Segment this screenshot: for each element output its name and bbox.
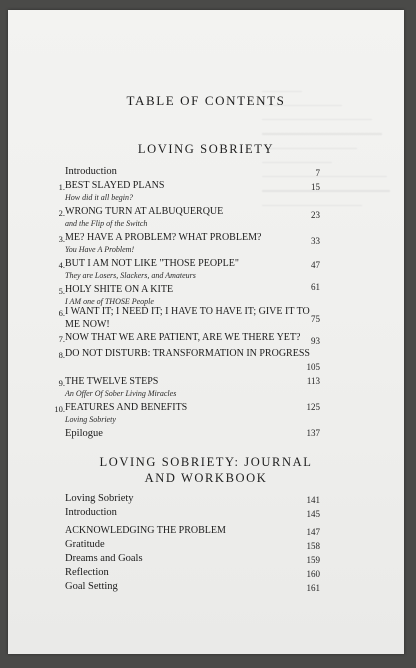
part1-title: LOVING SOBRIETY [137,142,275,156]
page-number: 147 [306,527,320,537]
chapter-title: I WANT IT; I NEED IT; I HAVE TO HAVE IT; GIVE IT TO ME NOW! [65,306,310,330]
page-number: 113 [306,376,320,386]
page-number: 105 [306,362,320,372]
chapter-title: FEATURES AND BENEFITS [65,402,188,413]
chapter-title: THE TWELVE STEPS [65,376,159,387]
chapter-subtitle: They are Losers, Slackers, and Amateurs [65,271,196,280]
page-number: 61 [311,282,320,292]
part2-title [8,454,404,486]
page-number: 137 [306,428,320,438]
chapter-number: 6. [58,308,65,318]
section-title: Reflection [65,567,109,578]
page-number: 141 [306,495,320,505]
section-title: Dreams and Goals [65,553,143,564]
page-number: 23 [311,210,320,220]
page-number: 158 [306,541,320,551]
section-title: ACKNOWLEDGING THE PROBLEM [65,525,226,536]
section-title: Loving Sobriety [65,493,134,504]
part2-title-line1: LOVING SOBRIETY: JOURNAL [99,455,313,469]
chapter-number: 2. [58,208,65,218]
part2-title-line2: AND WORKBOOK [144,471,268,485]
chapter-title: DO NOT DISTURB: TRANSFORMATION IN PROGRESS [65,348,310,359]
chapter-title: Introduction [65,166,117,177]
page-number: 7 [315,168,320,178]
chapter-subtitle: How did it all begin? [65,193,133,202]
chapter-title: ME? HAVE A PROBLEM? WHAT PROBLEM? [65,232,262,243]
chapter-title: NOW THAT WE ARE PATIENT, ARE WE THERE YET? [65,332,301,343]
book-page [8,10,404,654]
page-number: 145 [306,509,320,519]
page-number: 93 [311,336,320,346]
page-number: 159 [306,555,320,565]
section-title: Gratitude [65,539,105,550]
section-title: Goal Setting [65,581,118,592]
section-title: Introduction [65,507,117,518]
chapter-number: 8. [58,350,65,360]
chapter-title: Epilogue [65,428,103,439]
chapter-subtitle: I AM one of THOSE People [65,297,154,306]
page-number: 33 [311,236,320,246]
chapter-title: BEST SLAYED PLANS [65,180,165,191]
page-number: 47 [311,260,320,270]
page-number: 15 [311,182,320,192]
page-number: 125 [306,402,320,412]
page-number: 160 [306,569,320,579]
page-number: 161 [306,583,320,593]
chapter-title: WRONG TURN AT ALBUQUERQUE [65,206,224,217]
chapter-number: 1. [58,182,65,192]
chapter-subtitle: and the Flip of the Switch [65,219,148,228]
chapter-subtitle: You Have A Problem! [65,245,135,254]
chapter-number: 3. [58,234,65,244]
chapter-number: 7. [58,334,65,344]
chapter-subtitle: An Offer Of Sober Living Miracles [65,389,177,398]
chapter-number: 10. [54,404,65,414]
chapter-title: BUT I AM NOT LIKE "THOSE PEOPLE" [65,258,239,269]
chapter-subtitle: Loving Sobriety [65,415,116,424]
chapter-number: 4. [58,260,65,270]
toc-title: TABLE OF CONTENTS [126,93,286,108]
page-number: 75 [311,314,320,324]
chapter-title: HOLY SHITE ON A KITE [65,284,174,295]
chapter-number: 9. [58,378,65,388]
chapter-number: 5. [58,286,65,296]
